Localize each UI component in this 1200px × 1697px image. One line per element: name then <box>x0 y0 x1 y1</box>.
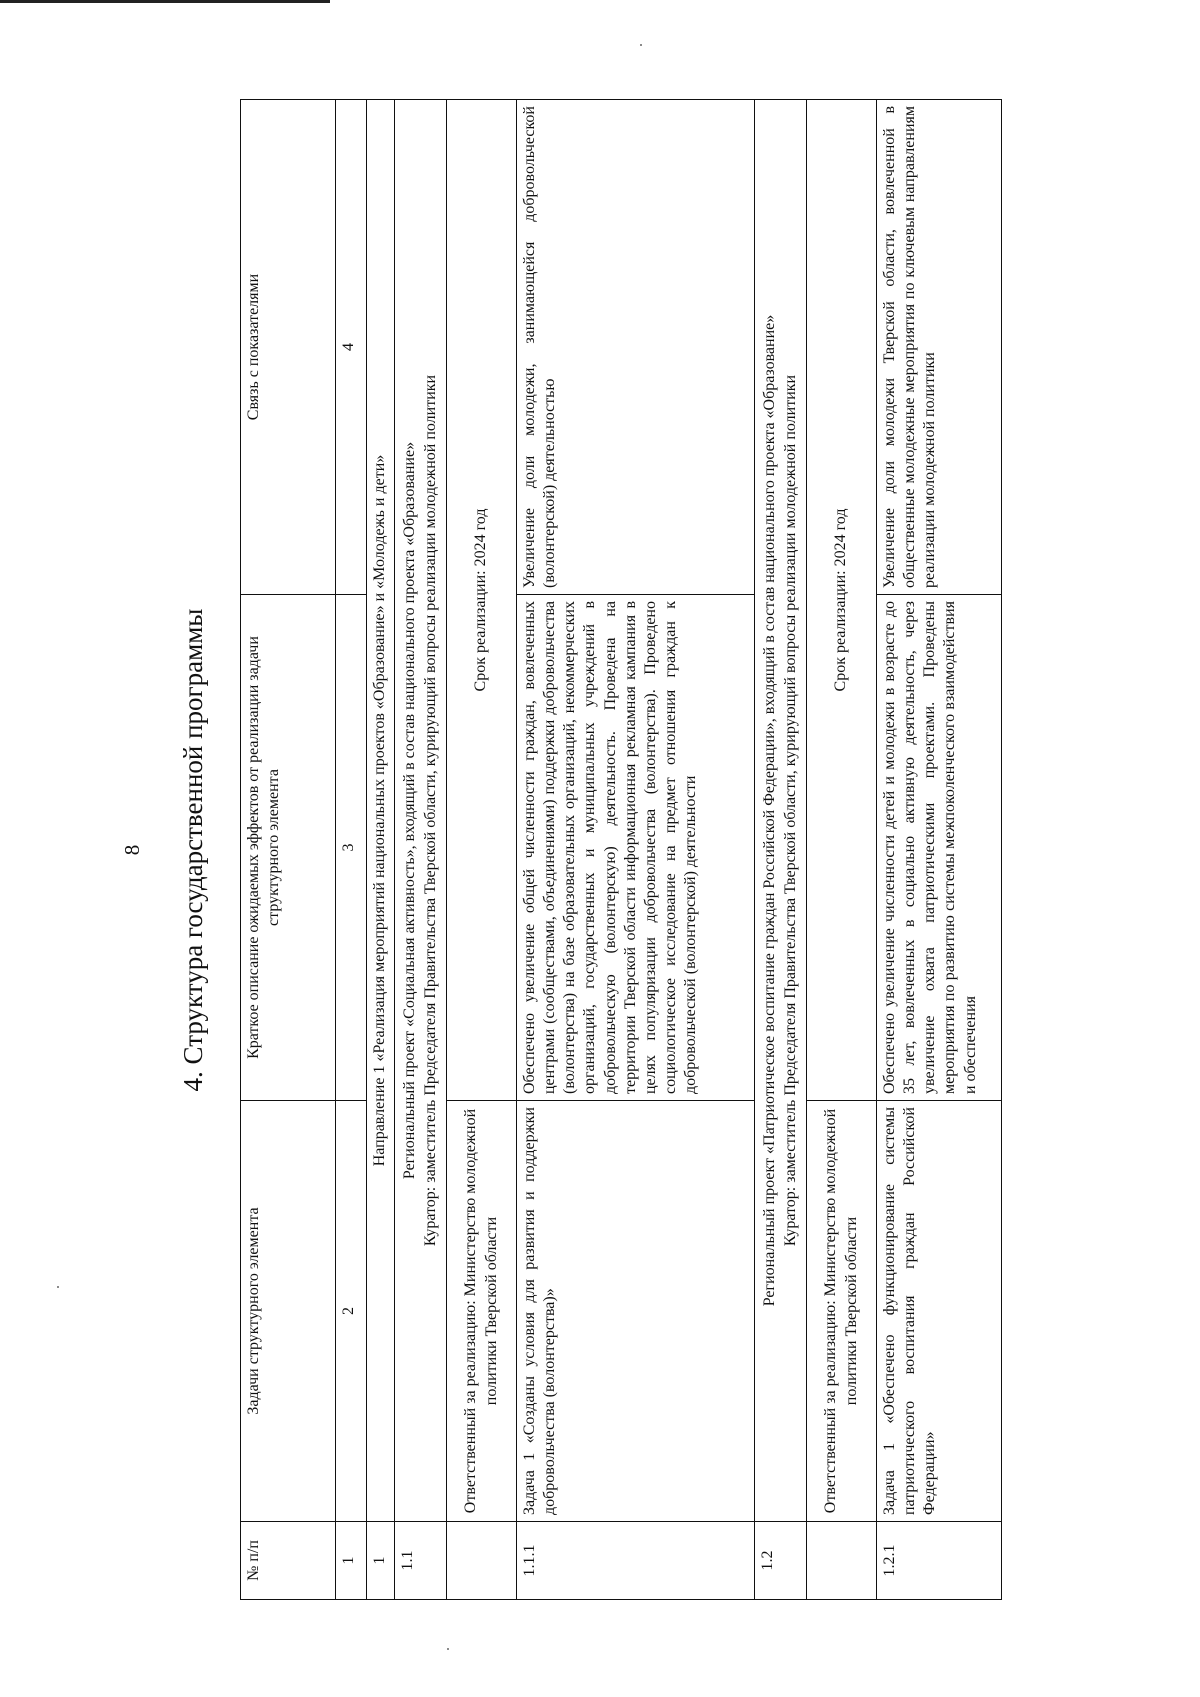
table-header-row <box>241 100 336 1600</box>
task-text: Задача 1 «Созданы условия для развития и поддержки добровольчества (волонтерства)» <box>517 1101 755 1522</box>
direction-title: Направление 1 «Реализация мероприятий национальных проектов «Образование» и «Молодежь и дети» <box>367 100 395 1522</box>
colnum-3: 3 <box>336 595 367 1101</box>
term-text: Срок реализации: 2024 год <box>447 100 517 1101</box>
row-num: 1.1.1 <box>517 1522 755 1600</box>
indicator-link-text: Увеличение доли молодежи, занимающейся добровольческой (волонтерской) деятельностью <box>517 100 755 595</box>
table-row-direction-1 <box>367 100 395 1600</box>
project-curator: Куратор: заместитель Председателя Правительства Тверской области, курирующий вопросы реализации молодежной политики <box>781 374 799 1247</box>
project-curator: Куратор: заместитель Председателя Правительства Тверской области, курирующий вопросы реализации молодежной политики <box>421 374 439 1247</box>
table-row-task-1-2-1 <box>877 100 1002 1600</box>
row-num: 1 <box>367 1522 395 1600</box>
project-title: Региональный проект «Патриотическое воспитание граждан Российской Федерации», входящий в состав национального проекта «Образование» <box>761 314 779 1307</box>
responsible-text: Ответственный за реализацию: Министерство молодежной политики Тверской области <box>807 1101 877 1522</box>
table-row-project-1-1 <box>395 100 447 1600</box>
page-number: 8 <box>120 844 144 856</box>
project-title: Региональный проект «Социальная активность», входящий в состав национального проекта «Образование» <box>401 441 419 1180</box>
project-cell <box>755 100 807 1522</box>
row-num: 1.2 <box>755 1522 807 1600</box>
responsible-text: Ответственный за реализацию: Министерство молодежной политики Тверской области <box>447 1101 517 1522</box>
table-row-responsible-1-2 <box>807 100 877 1600</box>
row-num: 1.2.1 <box>877 1522 1002 1600</box>
column-number-row <box>336 100 367 1600</box>
table-row-project-1-2 <box>755 100 807 1600</box>
header-num: № п/п <box>241 1522 336 1600</box>
scan-speck <box>640 44 642 46</box>
scan-edge-line <box>0 0 330 3</box>
header-links: Связь с показателями <box>241 100 336 595</box>
header-effects: Краткое описание ожидаемых эффектов от реализации задачи структурного элемента <box>241 595 336 1101</box>
scan-speck <box>57 1286 59 1288</box>
colnum-4: 4 <box>336 100 367 595</box>
project-cell <box>395 100 447 1522</box>
effect-text: Обеспечено увеличение численности детей и молодежи в возрасте до 35 лет, вовлеченных в социально активную деятельность, через увеличение охвата патриотическими проектами. Проведены мероприятия по развитию системы межпоколенческого взаимодействия и обеспечения <box>877 595 1002 1101</box>
colnum-1: 1 <box>336 1522 367 1600</box>
scan-speck <box>447 1648 449 1650</box>
table-row-responsible-1-1 <box>447 100 517 1600</box>
page-title: 4. Структура государственной программы <box>178 608 208 1092</box>
row-num: 1.1 <box>395 1522 447 1600</box>
empty-cell <box>447 1522 517 1600</box>
header-tasks: Задачи структурного элемента <box>241 1101 336 1522</box>
empty-cell <box>807 1522 877 1600</box>
term-text: Срок реализации: 2024 год <box>807 100 877 1101</box>
table-row-task-1-1-1 <box>517 100 755 1600</box>
effect-text: Обеспечено увеличение общей численности граждан, вовлеченных центрами (сообществами, объединениями) поддержки добровольчества (волонтерства) на базе образовательных организаций, некоммерческих организаций, государственных и муниципальных учреждений в добровольческую (волонтерскую) деятельность. Проведена на территории Тверской области информационная рекламная кампания в целях популяризации добровольчества (волонтерства). Проведено социологическое исследование на предмет отношения граждан к добровольческой (волонтерской) деятельности <box>517 595 755 1101</box>
rotated-page-content <box>120 100 1130 1600</box>
task-text: Задача 1 «Обеспечено функционирование системы патриотического воспитания граждан Российской Федерации» <box>877 1101 1002 1522</box>
colnum-2: 2 <box>336 1101 367 1522</box>
indicator-link-text: Увеличение доли молодежи Тверской области, вовлеченной в общественные молодежные мероприятия по ключевым направлениям реализации молодежной политики <box>877 100 1002 595</box>
structure-table <box>240 99 1002 1600</box>
